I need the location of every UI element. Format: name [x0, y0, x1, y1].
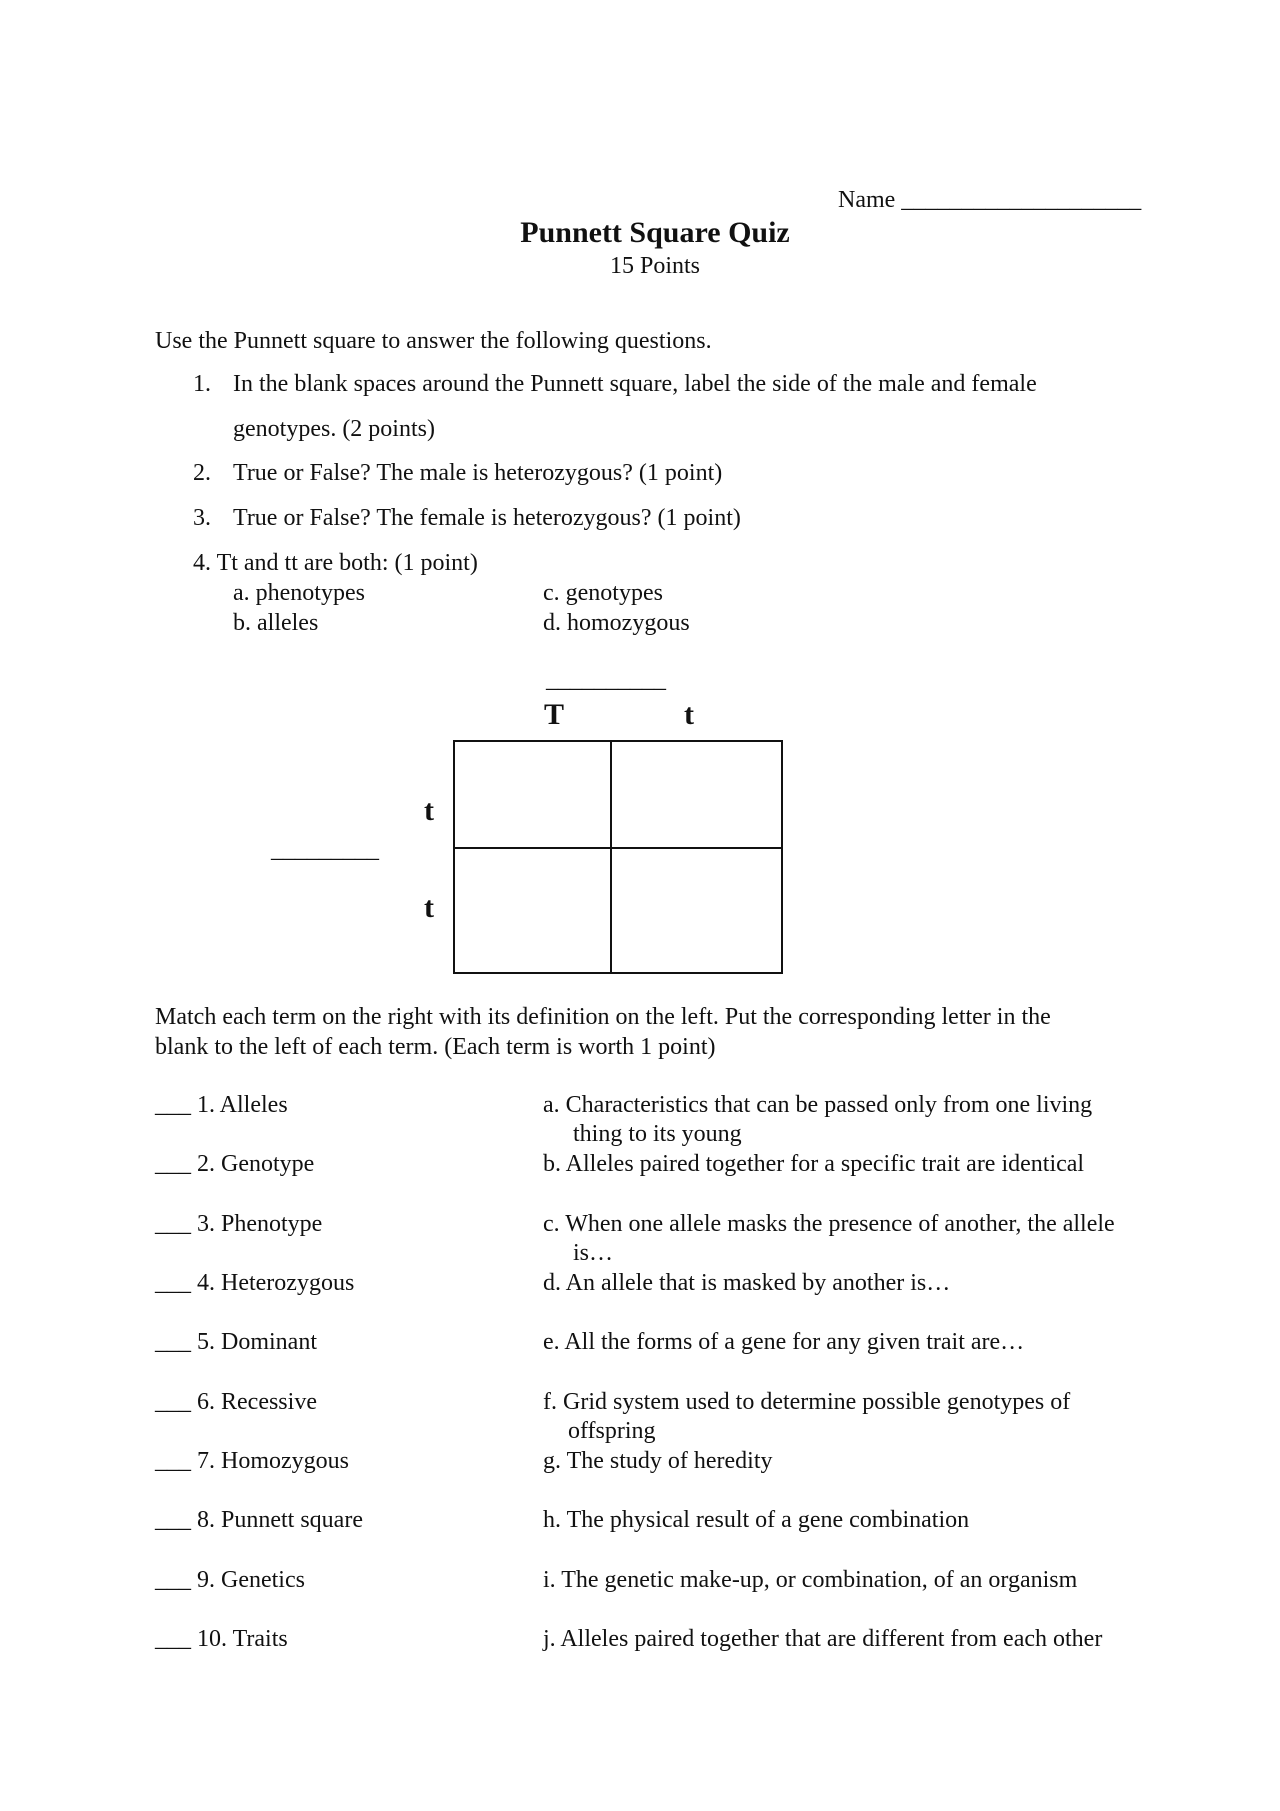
matching-instructions-line: blank to the left of each term. (Each term is worth 1 point)	[155, 1034, 716, 1060]
definition-f-line1: f. Grid system used to determine possible genotypes of	[543, 1389, 1071, 1415]
definition-f	[543, 1388, 1183, 1446]
definition-b: b. Alleles paired together for a specific trait are identical	[543, 1151, 1085, 1177]
option-c[interactable]: c. genotypes	[543, 580, 663, 606]
definition-h: h. The physical result of a gene combination	[543, 1507, 970, 1533]
question-text-continued: genotypes. (2 points)	[233, 416, 435, 442]
question-4-stem: 4. Tt and tt are both: (1 point)	[193, 550, 478, 576]
question-number: 2.	[193, 460, 211, 486]
female-genotype-blank[interactable]: __________	[546, 667, 666, 693]
definition-a	[543, 1091, 1183, 1149]
term-heterozygous[interactable]: ___ 4. Heterozygous	[155, 1270, 355, 1296]
name-field[interactable]: Name ____________________	[838, 187, 1142, 213]
term-homozygous[interactable]: ___ 7. Homozygous	[155, 1448, 349, 1474]
matching-instructions-line: Match each term on the right with its definition on the left. Put the corresponding letter in the	[155, 1004, 1051, 1030]
option-d[interactable]: d. homozygous	[543, 610, 690, 636]
term-punnett-square[interactable]: ___ 8. Punnett square	[155, 1507, 363, 1533]
definition-c	[543, 1210, 1243, 1268]
definition-c-line2: is…	[573, 1240, 614, 1266]
definition-i: i. The genetic make-up, or combination, of an organism	[543, 1567, 1078, 1593]
definition-d: d. An allele that is masked by another is…	[543, 1270, 951, 1296]
definition-g: g. The study of heredity	[543, 1448, 773, 1474]
punnett-cell[interactable]	[612, 742, 781, 849]
punnett-instructions: Use the Punnett square to answer the following questions.	[155, 328, 712, 354]
top-allele-1: T	[544, 698, 565, 731]
term-genotype[interactable]: ___ 2. Genotype	[155, 1151, 315, 1177]
question-text: True or False? The female is heterozygous? (1 point)	[233, 505, 741, 531]
top-allele-2: t	[684, 698, 694, 731]
page-title: Punnett Square Quiz	[520, 216, 790, 249]
definition-a-line1: a. Characteristics that can be passed only from one living	[543, 1092, 1093, 1118]
matching-instructions	[155, 1002, 1051, 1062]
term-genetics[interactable]: ___ 9. Genetics	[155, 1567, 305, 1593]
definition-a-line2: thing to its young	[573, 1121, 742, 1147]
option-a[interactable]: a. phenotypes	[233, 580, 365, 606]
male-genotype-blank[interactable]: _________	[271, 837, 379, 863]
definition-j: j. Alleles paired together that are different from each other	[543, 1626, 1103, 1652]
definition-e: e. All the forms of a gene for any given trait are…	[543, 1329, 1025, 1355]
question-text: In the blank spaces around the Punnett square, label the side of the male and female	[233, 371, 1037, 397]
points-total: 15 Points	[609, 253, 701, 279]
punnett-cell[interactable]	[455, 849, 612, 972]
definition-f-line2: offspring	[568, 1418, 656, 1444]
option-b[interactable]: b. alleles	[233, 610, 319, 636]
side-allele-1: t	[424, 794, 434, 827]
term-alleles[interactable]: ___ 1. Alleles	[155, 1092, 288, 1118]
definition-c-line1: c. When one allele masks the presence of another, the allele	[543, 1211, 1115, 1237]
term-recessive[interactable]: ___ 6. Recessive	[155, 1389, 317, 1415]
term-traits[interactable]: ___ 10. Traits	[155, 1626, 288, 1652]
question-number: 1.	[193, 371, 211, 397]
term-phenotype[interactable]: ___ 3. Phenotype	[155, 1211, 323, 1237]
punnett-grid	[453, 740, 783, 974]
punnett-cell[interactable]	[455, 742, 612, 849]
punnett-cell[interactable]	[612, 849, 781, 972]
side-allele-2: t	[424, 891, 434, 924]
question-text: True or False? The male is heterozygous? (1 point)	[233, 460, 723, 486]
question-number: 3.	[193, 505, 211, 531]
term-dominant[interactable]: ___ 5. Dominant	[155, 1329, 317, 1355]
